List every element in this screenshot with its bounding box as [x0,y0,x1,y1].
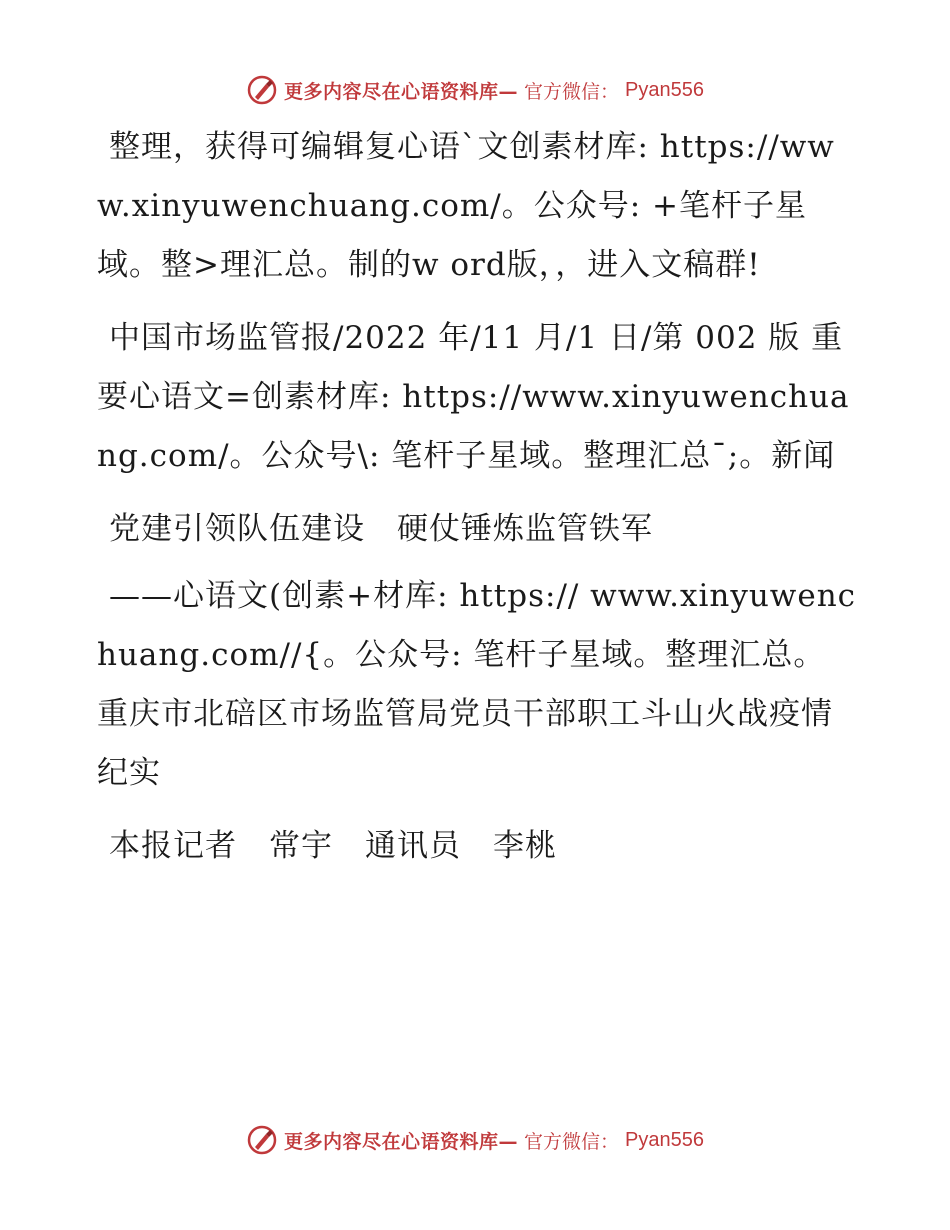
header-watermark-banner [0,70,950,110]
banner-wechat-label: 官方微信： [524,1130,620,1153]
article-headline: 党建引领队伍建设 硬仗锤炼监管铁军 [109,511,653,547]
banner-wechat-id: Pyan556 [625,1128,704,1151]
banner-title: 更多内容尽在心语资料库— [284,1130,519,1153]
paragraph-source: 中国市场监管报/2022 年/11 月/1 日/第 002 版 重要心语文=创素材库: https://www.xinyuwenchuang.com/。公众号\: 笔杆子星域。整理汇总¯;。新闻 [97,320,850,474]
pen-logo-icon [246,1124,278,1156]
banner-wechat-id: Pyan556 [625,78,704,101]
article-subheadline: ——心语文(创素+材库: https:// www.xinyuwenchuang.com//{。公众号: 笔杆子星域。整理汇总。重庆市北碚区市场监管局党员干部职工斗山火战疫情纪实 [97,578,857,791]
paragraph-intro: 整理，获得可编辑复心语`文创素材库: https://www.xinyuwenchuang.com/。公众号: +笔杆子星域。整>理汇总。制的w ord版，，进入文稿群! [97,129,835,283]
banner-title: 更多内容尽在心语资料库— [284,80,519,103]
banner-wechat-label: 官方微信： [524,80,620,103]
article-byline: 本报记者 常宇 通讯员 李桃 [109,828,557,864]
pen-logo-icon [246,74,278,106]
footer-watermark-banner [0,1120,950,1160]
document-body [97,118,857,890]
